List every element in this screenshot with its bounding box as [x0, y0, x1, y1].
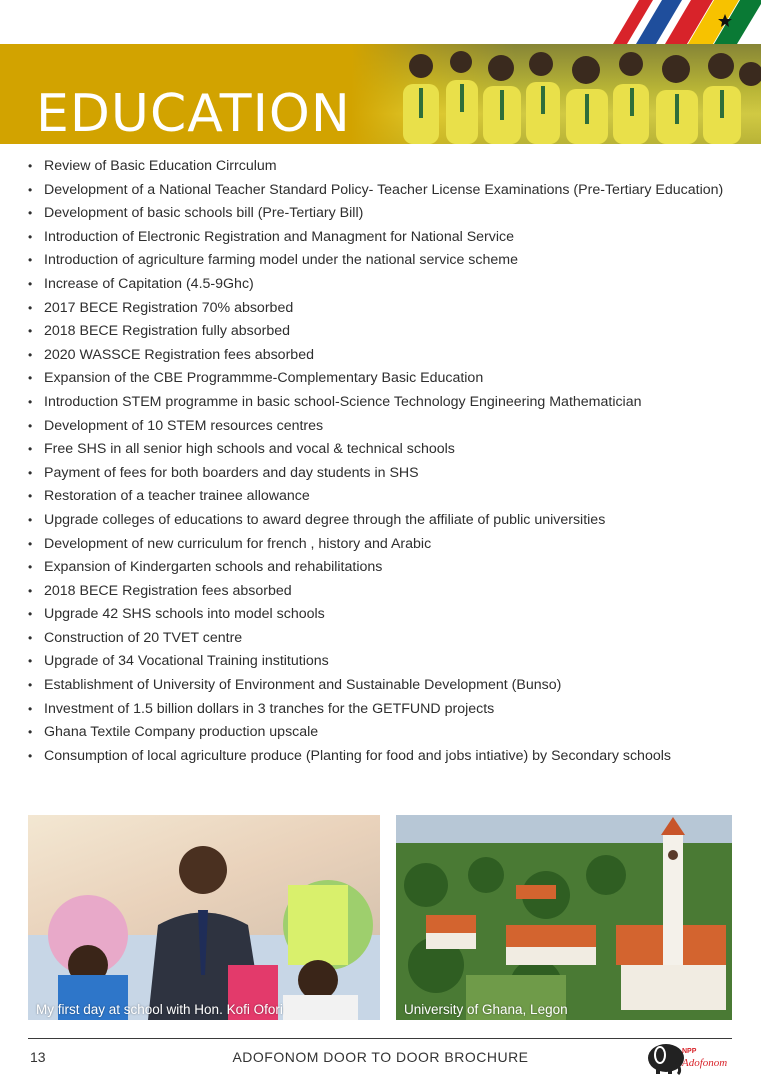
list-item: • 2018 BECE Registration fully absorbed [28, 320, 728, 344]
list-item: • Ghana Textile Company production upscale [28, 721, 728, 745]
photo-caption: University of Ghana, Legon [404, 1002, 568, 1017]
list-item: • 2017 BECE Registration 70% absorbed [28, 297, 728, 321]
bullet-icon: • [28, 560, 33, 575]
list-item: • Increase of Capitation (4.5-9Ghc) [28, 273, 728, 297]
bullet-icon: • [28, 394, 33, 409]
list-item: • Upgrade colleges of educations to award degree through the affiliate of public universities [28, 509, 728, 533]
list-item: • Construction of 20 TVET centre [28, 627, 728, 651]
bullet-icon: • [28, 630, 33, 645]
logo-name-text: Adofonom [682, 1057, 728, 1069]
bullet-icon: • [28, 678, 33, 693]
bullet-icon: • [28, 253, 33, 268]
list-item: • Expansion of the CBE Programmme-Complementary Basic Education [28, 367, 728, 391]
list-item: • Development of 10 STEM resources centres [28, 415, 728, 439]
page-title: EDUCATION [36, 84, 351, 144]
list-item: • Free SHS in all senior high schools and vocal & technical schools [28, 438, 728, 462]
bullet-icon: • [28, 583, 33, 598]
bullet-icon: • [28, 276, 33, 291]
list-item: • Upgrade 42 SHS schools into model schools [28, 603, 728, 627]
list-item: • Review of Basic Education Cirrculum [28, 155, 728, 179]
list-item: • Expansion of Kindergarten schools and rehabilitations [28, 556, 728, 580]
bullet-icon: • [28, 607, 33, 622]
bullet-icon: • [28, 324, 33, 339]
list-item: • Investment of 1.5 billion dollars in 3 tranches for the GETFUND projects [28, 698, 728, 722]
students-banner-photo [351, 44, 761, 144]
bullet-icon: • [28, 512, 33, 527]
university-of-ghana-photo [396, 815, 732, 1020]
bullet-icon: • [28, 654, 33, 669]
education-banner [0, 44, 761, 144]
list-item: • Development of new curriculum for french , history and Arabic [28, 533, 728, 557]
list-item: • Establishment of University of Environment and Sustainable Development (Bunso) [28, 674, 728, 698]
bullet-icon: • [28, 489, 33, 504]
list-item: • Introduction of Electronic Registration and Managment for National Service [28, 226, 728, 250]
bullet-icon: • [28, 300, 33, 315]
bullet-icon: • [28, 442, 33, 457]
bullet-icon: • [28, 701, 33, 716]
page-number: 13 [30, 1049, 46, 1065]
list-item: • Restoration of a teacher trainee allowance [28, 485, 728, 509]
list-item: • Consumption of local agriculture produce (Planting for food and jobs intiative) by Secondary schools [28, 745, 728, 769]
list-item: • 2020 WASSCE Registration fees absorbed [28, 344, 728, 368]
list-item: • 2018 BECE Registration fees absorbed [28, 580, 728, 604]
list-item: • Introduction STEM programme in basic school-Science Technology Engineering Mathematician [28, 391, 728, 415]
list-item: • Upgrade of 34 Vocational Training institutions [28, 650, 728, 674]
bullet-icon: • [28, 748, 33, 763]
footer-divider [28, 1038, 732, 1039]
footer-title: ADOFONOM DOOR TO DOOR BROCHURE [232, 1049, 529, 1065]
list-item: • Payment of fees for both boarders and day students in SHS [28, 462, 728, 486]
bullet-icon: • [28, 725, 33, 740]
bullet-icon: • [28, 159, 33, 173]
bullet-icon: • [28, 347, 33, 362]
list-item: • Introduction of agriculture farming model under the national service scheme [28, 249, 728, 273]
bullet-icon: • [28, 371, 33, 386]
bullet-icon: • [28, 182, 33, 197]
bullet-icon: • [28, 229, 33, 244]
bullet-icon: • [28, 465, 33, 480]
bullet-icon: • [28, 206, 33, 221]
list-item: • Development of a National Teacher Standard Policy- Teacher License Examinations (Pre-Tertiary Education) [28, 179, 728, 203]
education-achievements-list [28, 155, 728, 768]
logo-party-text: NPP [682, 1048, 697, 1055]
npp-elephant-logo [646, 1040, 728, 1076]
bullet-icon: • [28, 418, 33, 433]
bullet-icon: • [28, 536, 33, 551]
photo-caption: My first day at school with Hon. Kofi Ofori [36, 1002, 283, 1017]
school-visit-photo [28, 815, 380, 1020]
flag-stripes-decoration [591, 0, 761, 44]
list-item: • Development of basic schools bill (Pre-Tertiary Bill) [28, 202, 728, 226]
